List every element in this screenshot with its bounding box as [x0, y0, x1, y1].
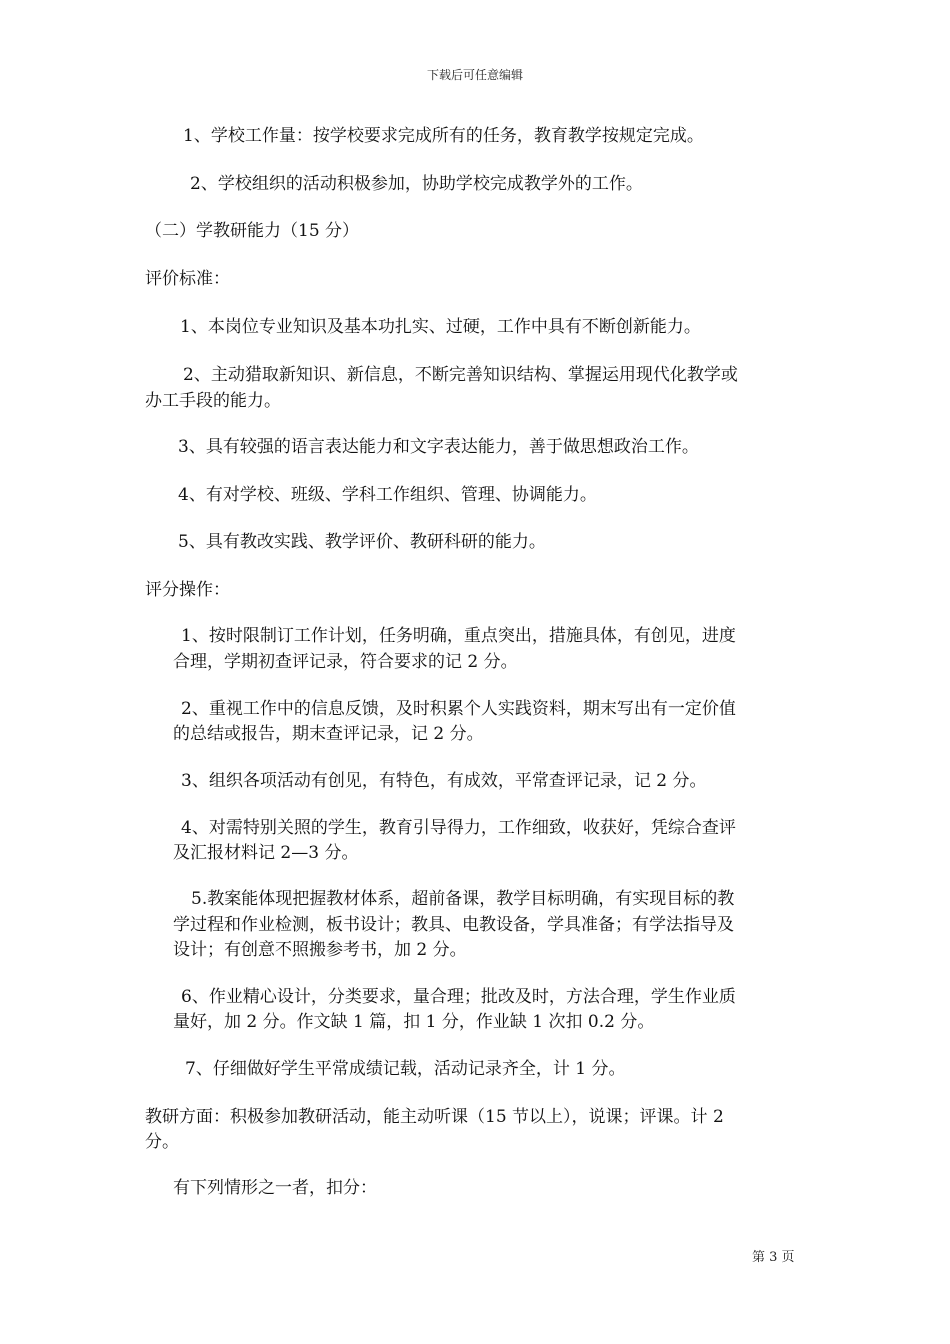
paragraph: 3、具有较强的语言表达能力和文字表达能力，善于做思想政治工作。	[178, 437, 699, 457]
paragraph: 4、有对学校、班级、学科工作组织、管理、协调能力。	[178, 485, 597, 505]
paragraph: 3、组织各项活动有创见，有特色，有成效，平常查评记录，记 2 分。	[181, 771, 707, 791]
paragraph: 7、仔细做好学生平常成绩记载，活动记录齐全，计 1 分。	[185, 1059, 626, 1079]
paragraph-continuation: 设计；有创意不照搬参考书，加 2 分。	[173, 940, 467, 960]
subheading: 评分操作：	[145, 580, 230, 600]
paragraph: 1、本岗位专业知识及基本功扎实、过硬，工作中具有不断创新能力。	[180, 317, 701, 337]
paragraph: 1、学校工作量：按学校要求完成所有的任务，教育教学按规定完成。	[183, 126, 704, 146]
paragraph-continuation: 学过程和作业检测，板书设计；教具、电教设备，学具准备；有学法指导及	[173, 915, 734, 935]
paragraph-continuation: 分。	[145, 1132, 179, 1152]
section-heading: （二）学教研能力（15 分）	[145, 221, 360, 241]
paragraph: 5.教案能体现把握教材体系，超前备课，教学目标明确，有实现目标的教	[191, 889, 735, 909]
paragraph-continuation: 的总结或报告，期末查评记录，记 2 分。	[173, 724, 484, 744]
paragraph: 2、重视工作中的信息反馈，及时积累个人实践资料，期末写出有一定价值	[181, 699, 736, 719]
page-header: 下载后可任意编辑	[426, 68, 523, 82]
paragraph: 有下列情形之一者，扣分：	[173, 1178, 377, 1198]
paragraph: 教研方面：积极参加教研活动，能主动听课（15 节以上），说课；评课。计 2	[145, 1107, 724, 1127]
subheading: 评价标准：	[145, 269, 230, 289]
paragraph: 6、作业精心设计，分类要求，量合理；批改及时，方法合理，学生作业质	[181, 987, 736, 1007]
paragraph: 2、主动猎取新知识、新信息，不断完善知识结构、掌握运用现代化教学或	[183, 365, 738, 385]
page-number: 第 3 页	[752, 1250, 795, 1265]
paragraph: 4、对需特别关照的学生，教育引导得力，工作细致，收获好，凭综合查评	[181, 818, 736, 838]
paragraph-continuation: 量好，加 2 分。作文缺 1 篇，扣 1 分，作业缺 1 次扣 0.2 分。	[173, 1012, 655, 1032]
paragraph-continuation: 合理，学期初查评记录，符合要求的记 2 分。	[173, 652, 518, 672]
paragraph: 5、具有教改实践、教学评价、教研科研的能力。	[178, 532, 546, 552]
paragraph: 1、按时限制订工作计划，任务明确，重点突出，措施具体，有创见，进度	[181, 626, 736, 646]
paragraph-continuation: 办工手段的能力。	[145, 391, 281, 411]
paragraph: 2、学校组织的活动积极参加，协助学校完成教学外的工作。	[190, 174, 643, 194]
paragraph-continuation: 及汇报材料记 2—3 分。	[173, 843, 359, 863]
